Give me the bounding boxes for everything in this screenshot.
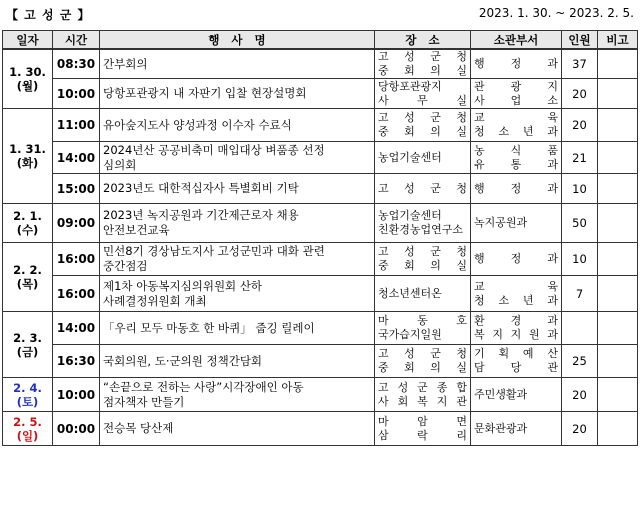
dept-text-cont: 사 업 소	[474, 93, 558, 107]
people-cell	[562, 412, 598, 446]
people-cell	[562, 345, 598, 378]
time-text: 16:00	[56, 286, 96, 301]
time-text: 11:00	[56, 118, 96, 132]
col-header-note: 비고	[598, 31, 638, 50]
dept-text: 주민생활과	[474, 387, 528, 401]
date-cell	[3, 312, 53, 378]
event-name: 제1차 아동복지심의위원회 산하	[103, 278, 263, 293]
header-row	[3, 31, 638, 50]
dept-text: 행 정 과	[474, 57, 558, 70]
time-text: 14:00	[56, 150, 96, 165]
note-cell	[598, 79, 638, 109]
time-text: 00:00	[56, 421, 96, 436]
dept-cell	[471, 312, 562, 345]
time-text: 15:00	[56, 181, 96, 196]
time-cell	[53, 312, 100, 345]
event-name: 민선8기 경상남도지사 고성군민과 대화 관련	[103, 244, 325, 258]
people-count: 37	[572, 57, 587, 71]
dept-text-cont: 청 소 년 과	[474, 293, 558, 307]
people-cell	[562, 276, 598, 312]
event-cell	[100, 378, 375, 412]
event-name: 간부회의	[103, 56, 148, 71]
time-cell	[53, 79, 100, 109]
weekday-label: (화)	[16, 156, 39, 170]
note-cell	[598, 345, 638, 378]
place-cell	[375, 412, 471, 446]
people-count: 7	[575, 286, 584, 301]
place-cell	[375, 312, 471, 345]
col-header-dept: 소관부서	[471, 31, 562, 50]
event-name: 「우리 모두 마동호 한 바퀴」 줍깅 릴레이	[103, 320, 315, 335]
people-cell	[562, 312, 598, 345]
place-text: 고 성 군 청	[378, 111, 467, 124]
event-cell	[100, 276, 375, 312]
people-cell	[562, 243, 598, 276]
dept-text-cont: 담 당 관	[474, 361, 558, 374]
people-count: 20	[572, 86, 587, 101]
weekday-label: (월)	[16, 79, 39, 93]
time-cell	[53, 109, 100, 142]
date-cell	[3, 243, 53, 312]
event-name: 2024년산 공공비축미 매입대상 벼품종 선정	[103, 142, 325, 157]
time-text: 09:00	[56, 216, 96, 230]
place-cell	[375, 276, 471, 312]
dept-text: 행 정 과	[474, 252, 558, 265]
people-count: 20	[572, 421, 587, 436]
time-cell	[53, 174, 100, 204]
table-row	[3, 142, 638, 174]
dept-text-cont: 청 소 년 과	[474, 125, 558, 138]
time-text: 16:00	[56, 252, 96, 266]
dept-text: 녹지공원과	[474, 216, 528, 229]
place-text: 마 암 면	[378, 414, 467, 428]
dept-cell	[471, 142, 562, 174]
place-text-cont: 삼 락 리	[378, 428, 467, 442]
table-row	[3, 412, 638, 446]
time-cell	[53, 378, 100, 412]
note-cell	[598, 378, 638, 412]
event-name-cont: 점자책자 만들기	[103, 394, 185, 409]
place-text: 당항포관광지	[378, 79, 442, 93]
note-cell	[598, 312, 638, 345]
place-cell	[375, 204, 471, 243]
time-text: 16:30	[56, 354, 96, 368]
time-cell	[53, 204, 100, 243]
event-cell	[100, 79, 375, 109]
event-cell	[100, 109, 375, 142]
event-cell	[100, 204, 375, 243]
time-cell	[53, 243, 100, 276]
col-header-time: 시간	[53, 31, 100, 50]
place-text-cont: 국가습지일원	[378, 328, 442, 341]
col-header-event: 행 사 명	[100, 31, 375, 50]
time-text: 10:00	[56, 387, 96, 402]
place-text-cont: 중 회 의 실	[378, 361, 467, 374]
place-cell	[375, 79, 471, 109]
time-cell	[53, 345, 100, 378]
event-name-cont: 사례결정위원회 개최	[103, 293, 207, 308]
dept-cell	[471, 204, 562, 243]
place-text: 고 성 군 청	[378, 245, 467, 258]
note-cell	[598, 174, 638, 204]
date-cell	[3, 378, 53, 412]
event-cell	[100, 142, 375, 174]
people-cell	[562, 204, 598, 243]
table-row	[3, 204, 638, 243]
place-cell	[375, 142, 471, 174]
date-label: 1. 31.	[9, 142, 46, 156]
dept-text: 농 식 품	[474, 143, 558, 157]
table-row	[3, 378, 638, 412]
dept-cell	[471, 109, 562, 142]
table-row	[3, 345, 638, 378]
place-text: 마 동 호	[378, 314, 467, 327]
time-text: 14:00	[56, 321, 96, 335]
people-count: 20	[572, 118, 587, 132]
people-cell	[562, 109, 598, 142]
dept-text-cont: 유 통 과	[474, 157, 558, 171]
event-name-cont: 중간점검	[103, 259, 148, 273]
col-header-date: 일자	[3, 31, 53, 50]
dept-cell	[471, 345, 562, 378]
place-text-cont: 중 회 의 실	[378, 259, 467, 272]
note-cell	[598, 412, 638, 446]
date-cell	[3, 109, 53, 204]
dept-text: 행 정 과	[474, 181, 558, 195]
note-cell	[598, 243, 638, 276]
date-cell	[3, 49, 53, 109]
note-cell	[598, 142, 638, 174]
dept-cell	[471, 243, 562, 276]
table-row	[3, 79, 638, 109]
note-cell	[598, 109, 638, 142]
people-cell	[562, 142, 598, 174]
dept-cell	[471, 174, 562, 204]
time-cell	[53, 276, 100, 312]
weekday-label: (토)	[16, 394, 39, 409]
event-cell	[100, 345, 375, 378]
note-cell	[598, 276, 638, 312]
table-row	[3, 243, 638, 276]
people-count: 21	[572, 150, 587, 165]
place-text-cont: 사 무 실	[378, 93, 467, 107]
place-text-cont: 친환경농업연구소	[378, 223, 464, 236]
note-cell	[598, 49, 638, 79]
people-count: 50	[572, 216, 587, 230]
dept-text: 기 획 예 산	[474, 347, 558, 360]
people-cell	[562, 49, 598, 79]
dept-cell	[471, 276, 562, 312]
people-count: 10	[572, 181, 587, 196]
time-text: 08:30	[56, 57, 96, 71]
page-header	[0, 0, 640, 28]
place-cell	[375, 174, 471, 204]
dept-text: 교 육	[474, 279, 558, 293]
date-label: 2. 3.	[13, 330, 42, 345]
place-text: 청소년센터온	[378, 286, 442, 300]
time-text: 10:00	[56, 86, 96, 101]
time-cell	[53, 412, 100, 446]
col-header-place: 장 소	[375, 31, 471, 50]
dept-text: 교 육	[474, 111, 558, 124]
table-row	[3, 109, 638, 142]
event-name: 2023년도 대한적십자사 특별회비 기탁	[103, 181, 299, 195]
col-header-people: 인원	[562, 31, 598, 50]
region-title: 【 고 성 군 】	[6, 8, 91, 22]
date-label: 2. 5.	[13, 414, 42, 429]
people-cell	[562, 378, 598, 412]
event-name: 전승목 당산제	[103, 421, 174, 435]
people-cell	[562, 174, 598, 204]
dept-cell	[471, 378, 562, 412]
place-text-cont: 사 회 복 지 관	[378, 394, 467, 408]
event-name: “손끝으로 전하는 사랑”시각장애인 아동	[103, 379, 304, 394]
place-cell	[375, 345, 471, 378]
date-label: 1. 30.	[9, 65, 46, 79]
people-count: 25	[572, 354, 587, 368]
time-cell	[53, 142, 100, 174]
dept-cell	[471, 49, 562, 79]
table-row	[3, 174, 638, 204]
time-cell	[53, 49, 100, 79]
date-cell	[3, 412, 53, 446]
place-text: 농업기술센터	[378, 150, 442, 164]
event-cell	[100, 49, 375, 79]
place-cell	[375, 243, 471, 276]
event-cell	[100, 312, 375, 345]
date-label: 2. 2.	[13, 263, 42, 277]
event-cell	[100, 243, 375, 276]
dept-text: 환 경 과	[474, 314, 558, 327]
event-cell	[100, 412, 375, 446]
place-text-cont: 중 회 의 실	[378, 64, 467, 77]
weekday-label: (일)	[16, 428, 39, 443]
place-cell	[375, 378, 471, 412]
event-cell	[100, 174, 375, 204]
dept-text-cont: 복 지 지 원 과	[474, 328, 558, 341]
event-name: 유아숲지도사 양성과정 이수자 수료식	[103, 117, 292, 132]
place-text-cont: 중 회 의 실	[378, 125, 467, 138]
note-cell	[598, 204, 638, 243]
place-text: 고 성 군 청	[378, 181, 467, 195]
place-text: 농업기술센터	[378, 209, 442, 222]
schedule-body	[3, 49, 638, 446]
place-cell	[375, 109, 471, 142]
place-text: 고 성 군 종 합	[378, 380, 467, 394]
table-row	[3, 312, 638, 345]
people-cell	[562, 79, 598, 109]
dept-cell	[471, 412, 562, 446]
date-cell	[3, 204, 53, 243]
schedule-table	[2, 30, 638, 446]
dept-cell	[471, 79, 562, 109]
date-label: 2. 4.	[13, 380, 42, 395]
dept-text: 문화관광과	[474, 421, 528, 435]
people-count: 10	[572, 252, 587, 266]
dept-text: 관 광 지	[474, 79, 558, 93]
event-name-cont: 안전보건교육	[103, 223, 170, 237]
weekday-label: (목)	[16, 277, 39, 291]
people-count: 20	[572, 387, 587, 402]
event-name: 당항포관광지 내 자판기 입찰 현장설명회	[103, 86, 307, 100]
place-text: 고 성 군 청	[378, 347, 467, 360]
date-label: 2. 1.	[13, 209, 42, 223]
event-name: 2023년 녹지공원과 기간제근로자 채용	[103, 208, 299, 222]
place-text: 고 성 군 청	[378, 50, 467, 63]
weekday-label: (금)	[16, 344, 39, 359]
table-row	[3, 49, 638, 79]
event-name: 국회의원, 도·군의원 정책간담회	[103, 353, 263, 368]
date-range: 2023. 1. 30. ~ 2023. 2. 5.	[478, 6, 634, 20]
place-cell	[375, 49, 471, 79]
event-name-cont: 심의회	[103, 157, 137, 172]
weekday-label: (수)	[16, 223, 39, 237]
table-row	[3, 276, 638, 312]
